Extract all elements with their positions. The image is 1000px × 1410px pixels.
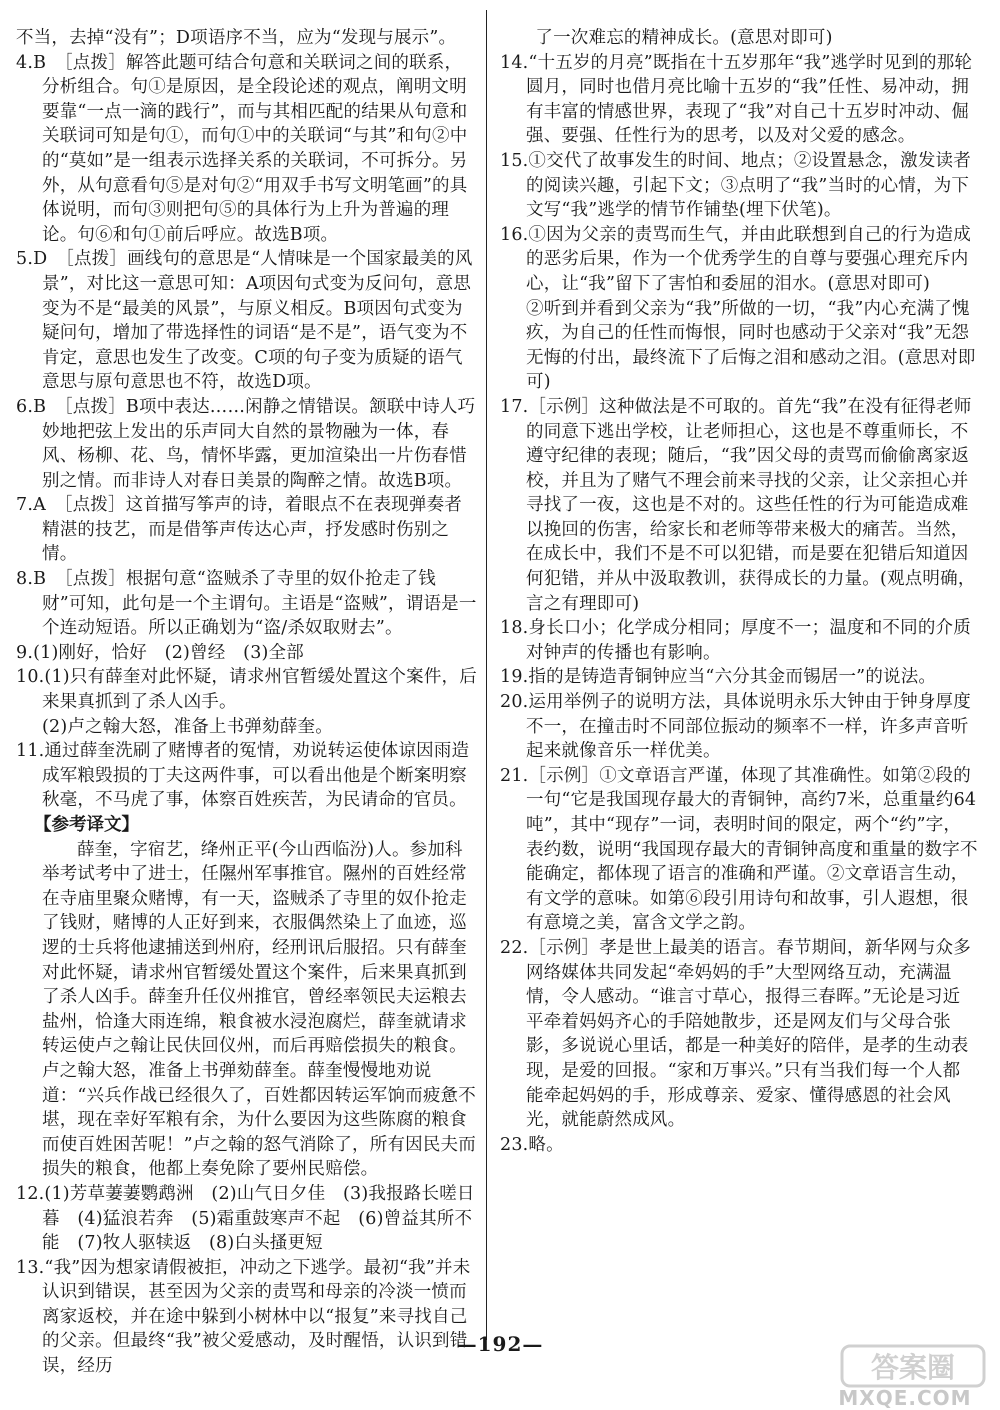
left-paragraph-12: 12.(1)芳草萋萋鹦鹉洲 (2)山气日夕佳 (3)我报路长嗟日暮 (4)猛浪若奔 (5)霜重鼓寒声不起 (6)曾益其所不能 (7)牧人驱犊返 (8)白头搔更短 <box>16 1183 475 1254</box>
left-paragraph-10: 【参考译文】 <box>34 815 139 835</box>
watermark-logo-text: 答案圈 <box>870 1351 956 1384</box>
left-paragraph-6: 9.(1)刚好，恰好 (2)曾经 (3)全部 <box>16 642 304 663</box>
right-paragraph-2: 15.①交代了故事发生的时间、地点；②设置悬念，激发读者的阅读兴趣，引起下文；③点明了“我”当时的心情，为下文写“我”逃学的情节作铺垫(埋下伏笔)。 <box>500 150 971 221</box>
right-paragraph-7: 19.指的是铸造青铜钟应当“六分其金而锡居一”的说法。 <box>500 667 937 688</box>
right-column <box>500 26 978 1157</box>
left-paragraph-5: 8.B ［点拨］根据句意“盗贼杀了寺里的奴仆抢走了钱财”可知，此句是一个主谓句。主语是“盗贼”，谓语是一个连动短语。所以正确划为“盗/杀奴取财去”。 <box>16 569 477 639</box>
left-paragraph-9: 11.通过薛奎洗刷了赌博者的冤情，劝说转运使体谅因雨造成军粮毁损的丁夫这两件事，可以看出他是个断案明察秋毫，不马虎了事，体察百姓疾苦，为民请命的官员。 <box>16 741 470 811</box>
left-column <box>16 26 478 1379</box>
left-paragraph-0: 不当，去掉“没有”；D项语序不当，应为“发现与展示”。 <box>16 28 457 48</box>
column-divider <box>486 10 487 1340</box>
right-paragraph-0: 了一次难忘的精神成长。(意思对即可) <box>500 28 833 48</box>
page-number: —192— <box>456 1332 544 1356</box>
right-paragraph-4: ②听到并看到父亲为“我”所做的一切，“我”内心充满了愧疚，为自己的任性而悔恨，同时也感动于父亲对“我”无怨无悔的付出，最终流下了后悔之泪和感动之泪。(意思对即可) <box>526 298 976 393</box>
left-paragraph-8: (2)卢之翰大怒，准备上书弹劾薛奎。 <box>42 716 333 737</box>
right-paragraph-8: 20.运用举例子的说明方法，具体说明永乐大钟由于钟身厚度不一，在撞击时不同部位振动的频率不一样，许多声音听起来就像音乐一样优美。 <box>500 692 971 762</box>
right-paragraph-9: 21.［示例］①文章语言严谨，体现了其准确性。如第②段的一句“它是我国现存最大的青铜钟，高约7米，总重量约64吨”，其中“现存”一词，表明时间的限定，两个“约”字，表约数，说明“我国现存最大的青铜钟高度和重量的数字不能确定，都体现了语言的准确和严谨。②文章语言生动，有文学的意味。如第⑥段引用诗句和故事，引人遐想，很有意境之美，富含文学之韵。 <box>500 765 978 934</box>
right-paragraph-5: 17.［示例］这种做法是不可取的。首先“我”在没有征得老师的同意下逃出学校，让老师担心，这也是不尊重师长，不遵守纪律的表现；随后，“我”因父母的责骂而偷偷离家返校，并且为了赌气不理会前来寻找的父亲，让父亲担心并寻找了一夜，这也是不对的。这些任性的行为可能造成难以挽回的伤害，给家长和老师等带来极大的痛苦。当然，在成长中，我们不是不可以犯错，而是要在犯错后知道因何犯错，并从中汲取教训，获得成长的力量。(观点明确，言之有理即可) <box>500 396 976 614</box>
right-paragraph-6: 18.身长口小；化学成分相同；厚度不一；温度和不同的介质对钟声的传播也有影响。 <box>500 618 971 663</box>
left-paragraph-2: 5.D ［点拨］画线句的意思是“人情味是一个国家最美的风景”，对比这一意思可知：A项因句式变为反问句，意思变为不是“最美的风景”，与原义相反。B项因句式变为疑问句，增加了带选择性的词语“是不是”，语气变为不肯定，意思也发生了改变。C项的句子变为质疑的语气意思与原句意思也不符，故选D项。 <box>16 249 473 393</box>
right-paragraph-3: 16.①因为父亲的责骂而生气，并由此联想到自己的行为造成的恶劣后果，作为一个优秀学生的自尊与要强心理充斥内心，让“我”留下了害怕和委屈的泪水。(意思对即可) <box>500 224 971 294</box>
right-paragraph-1: 14.“十五岁的月亮”既指在十五岁那年“我”逃学时见到的那轮圆月，同时也借月亮比喻十五岁的“我”任性、易冲动，拥有丰富的情感世界，表现了“我”对自己十五岁时冲动、倔强、要强、任性行为的思考，以及对父爱的感念。 <box>500 52 973 147</box>
left-paragraph-3: 6.B ［点拨］B项中表达……闲静之情错误。颔联中诗人巧妙地把弦上发出的乐声同大自然的景物融为一体，春风、杨柳、花、鸟，情怀毕露，更加渲染出一片伤春惜别之情。而非诗人对春日美景的陶醉之情。故选B项。 <box>16 396 476 491</box>
left-paragraph-11: 薛奎，字宿艺，绛州正平(今山西临汾)人。参加科举考试考中了进士，任隰州军事推官。隰州的百姓经常在寺庙里聚众赌博，有一天，盗贼杀了寺里的奴仆抢走了钱财，赌博的人正好到来，衣服偶然染上了血迹，巡逻的士兵将他逮捕送到州府，经刑讯后服招。只有薛奎对此怀疑，请求州官暂缓处置这个案件，后来果真抓到了杀人凶手。薛奎升任仪州推官，曾经率领民夫运粮去盐州，恰逢大雨连绵，粮食被水浸泡腐烂，薛奎就请求转运使卢之翰让民伕回仪州，而后再赔偿损失的粮食。卢之翰大怒，准备上书弹劾薛奎。薛奎慢慢地劝说道：“兴兵作战已经很久了，百姓都因转运军饷而疲惫不堪，现在幸好军粮有余，为什么要因为这些陈腐的粮食而使百姓困苦呢！”卢之翰的怒气消除了，所有因民夫而损失的粮食，他都上奏免除了要州民赔偿。 <box>42 839 476 1180</box>
watermark-url: MXQE.COM <box>838 1386 972 1410</box>
right-paragraph-11: 23.略。 <box>500 1134 564 1155</box>
left-paragraph-1: 4.B ［点拨］解答此题可结合句意和关联词之间的联系，分析组合。句①是原因，是全段论述的观点，阐明文明要靠“一点一滴的践行”，而与其相匹配的结果从句意和关联词可知是句①，而句①中的关联词“与其”和句②中的“莫如”是一组表示选择关系的关联词，不可拆分。另外，从句意看句⑤是对句②“用双手书写文明笔画”的具体说明，而句③则把句⑤的具体行为上升为普遍的理论。句⑥和句①前后呼应。故选B项。 <box>16 52 468 245</box>
right-paragraph-10: 22.［示例］孝是世上最美的语言。春节期间，新华网与众多网络媒体共同发起“牵妈妈的手”大型网络互动，充满温情，令人感动。“谁言寸草心，报得三春晖。”无论是习近平牵着妈妈齐心的手陪她散步，还是网友们与父母合张影，多说说心里话，都是一种美好的陪伴，是孝的生动表现，是爱的回报。“家和万事兴。”只有当我们每一个人都能牵起妈妈的手，形成尊亲、爱家、懂得感恩的社会风光，就能蔚然成风。 <box>500 937 971 1131</box>
left-paragraph-4: 7.A ［点拨］这首描写筝声的诗，着眼点不在表现弹奏者精湛的技艺，而是借筝声传达心声，抒发感时伤别之情。 <box>16 495 462 565</box>
left-paragraph-7: 10.(1)只有薛奎对此怀疑，请求州官暂缓处置这个案件，后来果真抓到了杀人凶手。 <box>16 667 477 713</box>
left-paragraph-13: 13.“我”因为想家请假被拒，冲动之下逃学。最初“我”并未认识到错误，甚至因为父亲的责骂和母亲的冷淡一愤而离家返校，并在途中躲到小树林中以“报复”来寻找自己的父亲。但最终“我”被父爱感动，及时醒悟，认识到错误，经历 <box>16 1257 471 1377</box>
